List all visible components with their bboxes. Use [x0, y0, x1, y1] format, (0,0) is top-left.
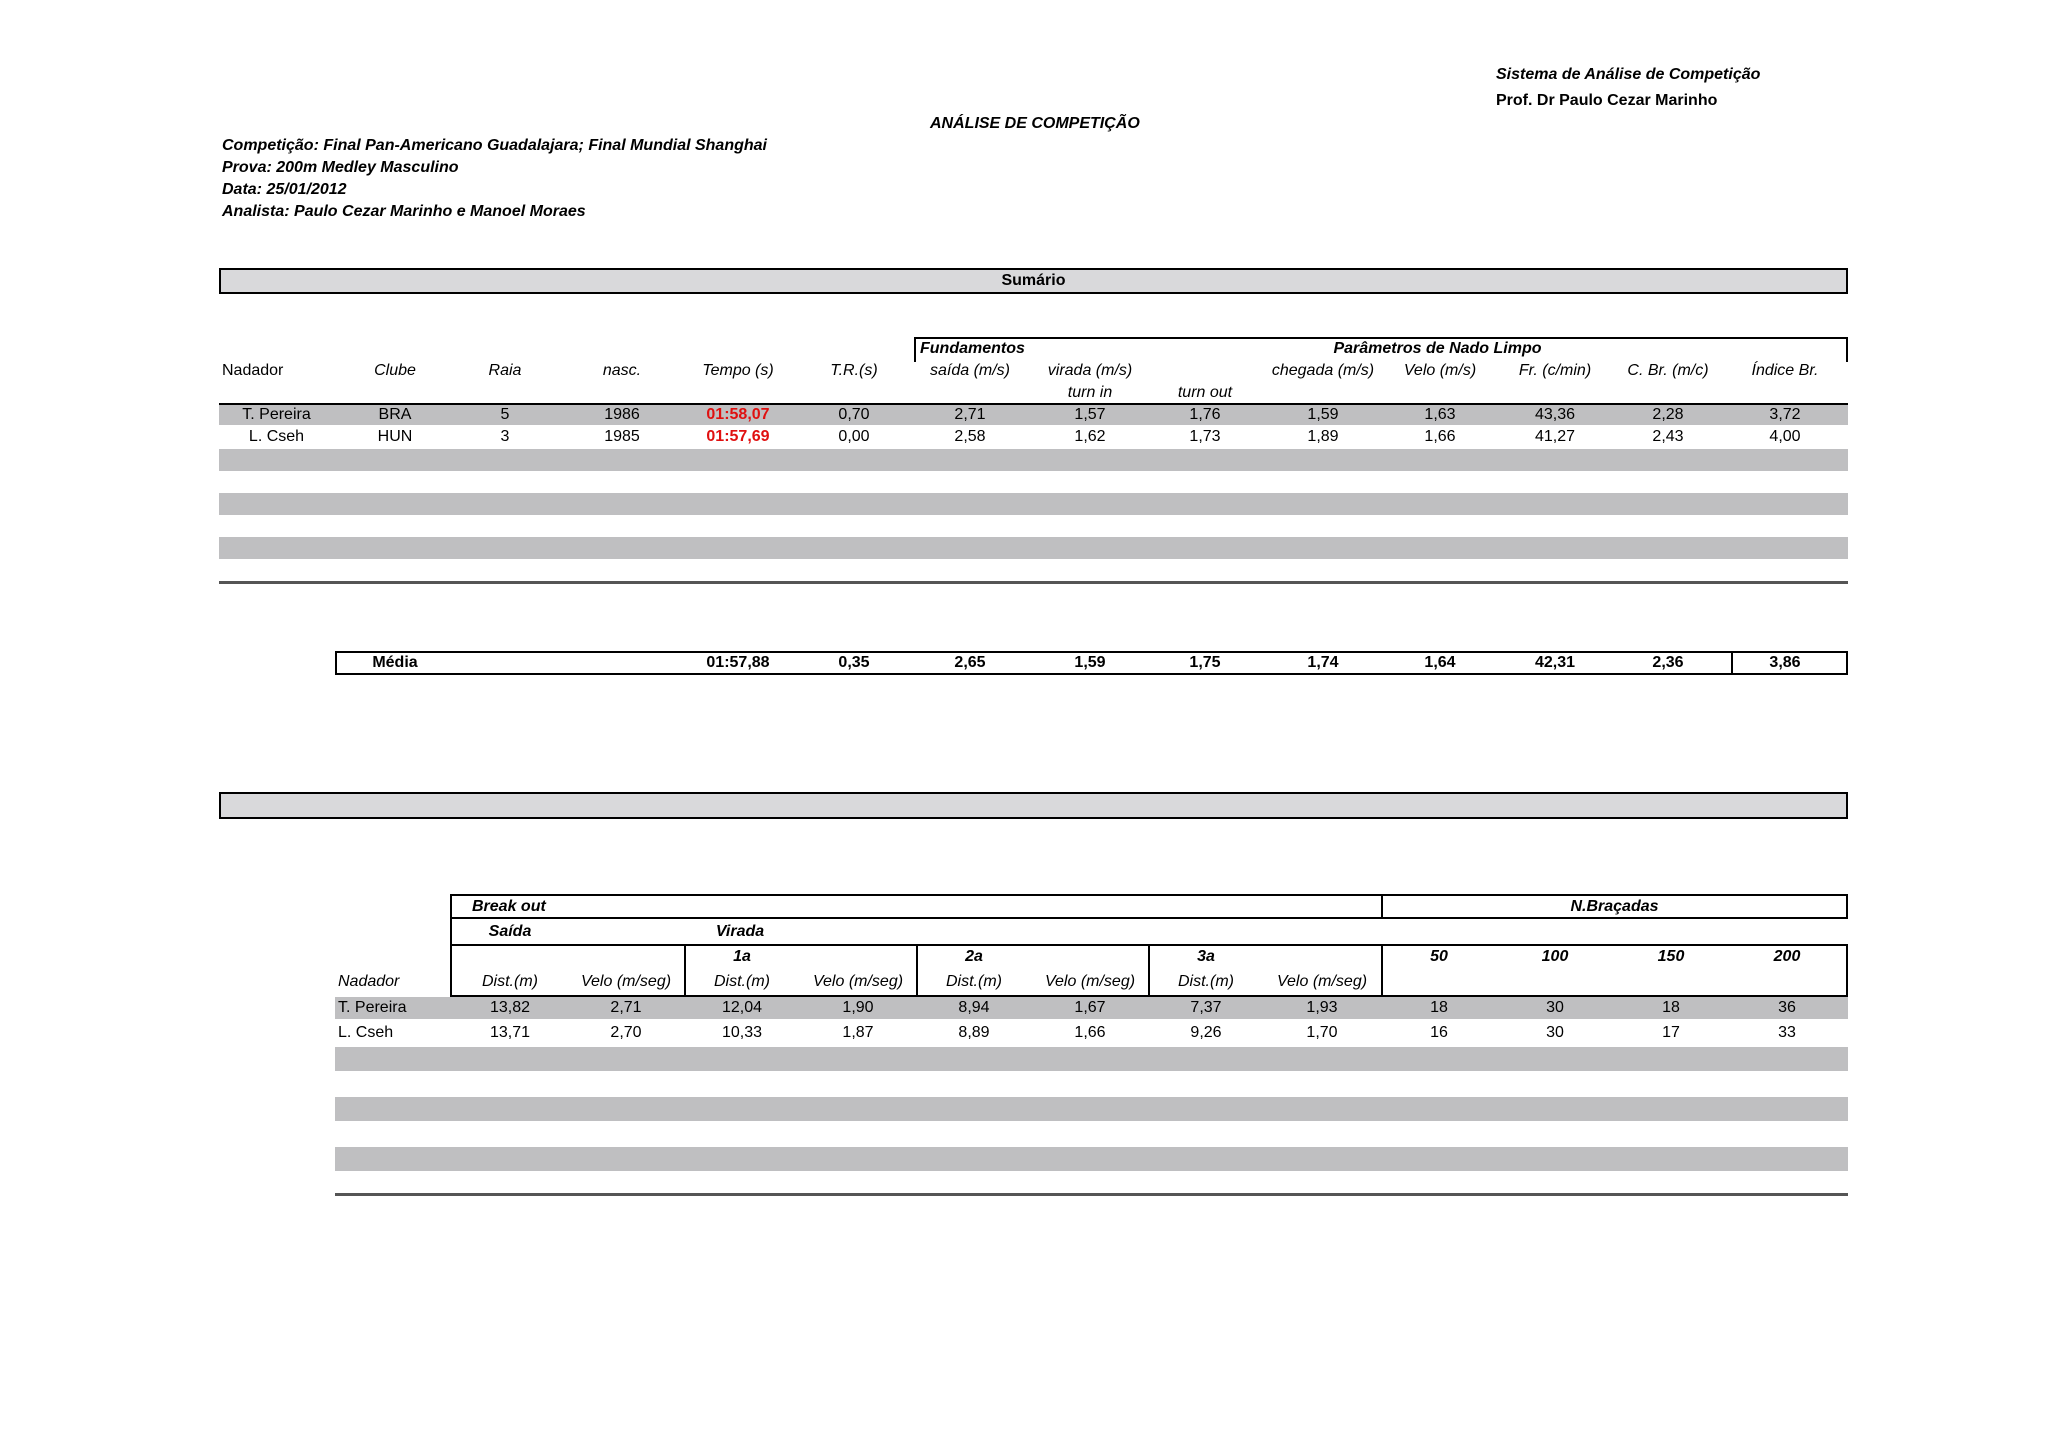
- cell-turn2-dist: 8,94: [958, 999, 990, 1016]
- cell-turn3-dist: 9,26: [1190, 1024, 1222, 1041]
- col-clube: Clube: [374, 362, 416, 379]
- col-nasc: nasc.: [602, 362, 642, 379]
- row-fill: [335, 1047, 1848, 1071]
- cell-turn3-velo: 1,70: [1306, 1024, 1338, 1041]
- cell-indice: 4,00: [1769, 428, 1801, 445]
- cell-clube: HUN: [377, 428, 413, 445]
- media-indice: 3,86: [1769, 654, 1801, 671]
- cell-fr: 43,36: [1534, 406, 1576, 423]
- cell-chegada: 1,89: [1307, 428, 1339, 445]
- cell-nadador: L. Cseh: [248, 428, 305, 445]
- col-fr: Fr. (c/min): [1518, 362, 1592, 379]
- cell-turn2-velo: 1,67: [1074, 999, 1106, 1016]
- media-turn-in: 1,59: [1074, 654, 1106, 671]
- cell-chegada: 1,59: [1307, 406, 1339, 423]
- cell-nadador: L. Cseh: [338, 1024, 394, 1041]
- competition-info: Competição: Final Pan-Americano Guadalajara; Final Mundial Shanghai: [222, 137, 767, 154]
- label-turn-2: 2a: [965, 948, 983, 965]
- cell-br-50: 18: [1430, 999, 1448, 1016]
- cell-saida: 2,58: [954, 428, 986, 445]
- cell-br-100: 30: [1546, 999, 1564, 1016]
- label-turn-1: 1a: [733, 948, 751, 965]
- summary-band: [219, 268, 1848, 294]
- group-parametros: Parâmetros de Nado Limpo: [1333, 340, 1542, 357]
- cell-br-200: 33: [1778, 1024, 1796, 1041]
- label-br-150: 150: [1657, 948, 1685, 965]
- row-fill: [219, 449, 1848, 471]
- cell-br-150: 18: [1662, 999, 1680, 1016]
- label-turn-3: 3a: [1197, 948, 1215, 965]
- col-turn1-velo: Velo (m/seg): [812, 973, 904, 990]
- cell-turn1-velo: 1,90: [842, 999, 874, 1016]
- date-info: Data: 25/01/2012: [222, 181, 347, 198]
- label-br-200: 200: [1773, 948, 1801, 965]
- right-border: [1846, 944, 1848, 996]
- cell-turn1-dist: 10,33: [721, 1024, 763, 1041]
- summary-bottom-rule: [219, 581, 1848, 584]
- breakout-bottom-rule: [335, 1193, 1848, 1196]
- label-virada: Virada: [715, 923, 765, 940]
- cell-tr: 0,00: [838, 428, 870, 445]
- cell-saida-velo: 2,70: [610, 1024, 642, 1041]
- event-info: Prova: 200m Medley Masculino: [222, 159, 459, 176]
- cell-tempo: 01:58,07: [706, 406, 770, 423]
- cell-velo: 1,63: [1424, 406, 1456, 423]
- cell-fr: 41,27: [1534, 428, 1576, 445]
- col-turn3-dist: Dist.(m): [1178, 973, 1234, 990]
- label-saida: Saída: [488, 923, 532, 940]
- col-chegada: chegada (m/s): [1271, 362, 1375, 379]
- cell-br-150: 17: [1662, 1024, 1680, 1041]
- section-band: [219, 792, 1848, 819]
- cell-turn1-dist: 12,04: [721, 999, 763, 1016]
- analyst-info: Analista: Paulo Cezar Marinho e Manoel Moraes: [222, 203, 586, 220]
- col-velo: Velo (m/s): [1403, 362, 1477, 379]
- breakout-title-box: [450, 894, 1383, 919]
- media-saida: 2,65: [954, 654, 986, 671]
- cell-turn-out: 1,73: [1189, 428, 1221, 445]
- cell-saida-dist: 13,82: [489, 999, 531, 1016]
- col-tr: T.R.(s): [830, 362, 878, 379]
- cell-br-100: 30: [1546, 1024, 1564, 1041]
- col-turn2-velo: Velo (m/seg): [1044, 973, 1136, 990]
- col-turn2-dist: Dist.(m): [946, 973, 1002, 990]
- col-nadador: Nadador: [338, 973, 400, 990]
- col-saida: saída (m/s): [929, 362, 1010, 379]
- cell-saida: 2,71: [954, 406, 986, 423]
- cell-velo: 1,66: [1424, 428, 1456, 445]
- cell-turn1-velo: 1,87: [842, 1024, 874, 1041]
- col-raia: Raia: [488, 362, 522, 379]
- cell-clube: BRA: [378, 406, 412, 423]
- author-name: Prof. Dr Paulo Cezar Marinho: [1496, 92, 1718, 109]
- cell-cbr: 2,43: [1652, 428, 1684, 445]
- cell-nasc: 1986: [604, 406, 640, 423]
- cell-saida-dist: 13,71: [489, 1024, 531, 1041]
- col-turn-in: turn in: [1067, 384, 1113, 401]
- cell-nadador: T. Pereira: [338, 999, 407, 1016]
- group-fundamentos: Fundamentos: [920, 340, 1025, 357]
- col-saida-dist: Dist.(m): [482, 973, 538, 990]
- col-tempo: Tempo (s): [702, 362, 774, 379]
- bracadas-title: N.Braçadas: [1570, 898, 1659, 915]
- media-tempo: 01:57,88: [706, 654, 770, 671]
- row-fill: [335, 1097, 1848, 1121]
- cell-tr: 0,70: [838, 406, 870, 423]
- cell-turn3-dist: 7,37: [1190, 999, 1222, 1016]
- media-cbr: 2,36: [1652, 654, 1684, 671]
- page-title: ANÁLISE DE COMPETIÇÃO: [930, 115, 1140, 132]
- col-cbr: C. Br. (m/c): [1627, 362, 1709, 379]
- col-saida-velo: Velo (m/seg): [580, 973, 672, 990]
- label-br-50: 50: [1430, 948, 1448, 965]
- cell-turn-in: 1,57: [1074, 406, 1106, 423]
- col-turn-out: turn out: [1177, 384, 1233, 401]
- col-turn3-velo: Velo (m/seg): [1276, 973, 1368, 990]
- cell-nasc: 1985: [604, 428, 640, 445]
- cell-turn2-dist: 8,89: [958, 1024, 990, 1041]
- row-fill: [335, 1147, 1848, 1171]
- media-tr: 0,35: [838, 654, 870, 671]
- media-velo: 1,64: [1424, 654, 1456, 671]
- cell-cbr: 2,28: [1652, 406, 1684, 423]
- media-chegada: 1,74: [1307, 654, 1339, 671]
- cell-raia: 3: [500, 428, 510, 445]
- cell-turn3-velo: 1,93: [1306, 999, 1338, 1016]
- media-label: Média: [372, 654, 418, 671]
- breakout-title: Break out: [472, 898, 546, 915]
- cell-raia: 5: [500, 406, 510, 423]
- col-virada: virada (m/s): [1047, 362, 1133, 379]
- cell-turn-out: 1,76: [1189, 406, 1221, 423]
- cell-nadador: T. Pereira: [242, 406, 311, 423]
- cell-turn-in: 1,62: [1074, 428, 1106, 445]
- cell-br-200: 36: [1778, 999, 1796, 1016]
- media-turn-out: 1,75: [1189, 654, 1221, 671]
- cell-saida-velo: 2,71: [610, 999, 642, 1016]
- media-fr: 42,31: [1534, 654, 1576, 671]
- row-fill: [219, 493, 1848, 515]
- col-indice: Índice Br.: [1751, 362, 1819, 379]
- col-turn1-dist: Dist.(m): [714, 973, 770, 990]
- cell-indice: 3,72: [1769, 406, 1801, 423]
- cell-tempo: 01:57,69: [706, 428, 770, 445]
- label-br-100: 100: [1541, 948, 1569, 965]
- cell-turn2-velo: 1,66: [1074, 1024, 1106, 1041]
- system-name: Sistema de Análise de Competição: [1496, 66, 1761, 83]
- col-nadador: Nadador: [222, 362, 284, 379]
- cell-br-50: 16: [1430, 1024, 1448, 1041]
- summary-title: Sumário: [1001, 272, 1066, 289]
- row-fill: [219, 537, 1848, 559]
